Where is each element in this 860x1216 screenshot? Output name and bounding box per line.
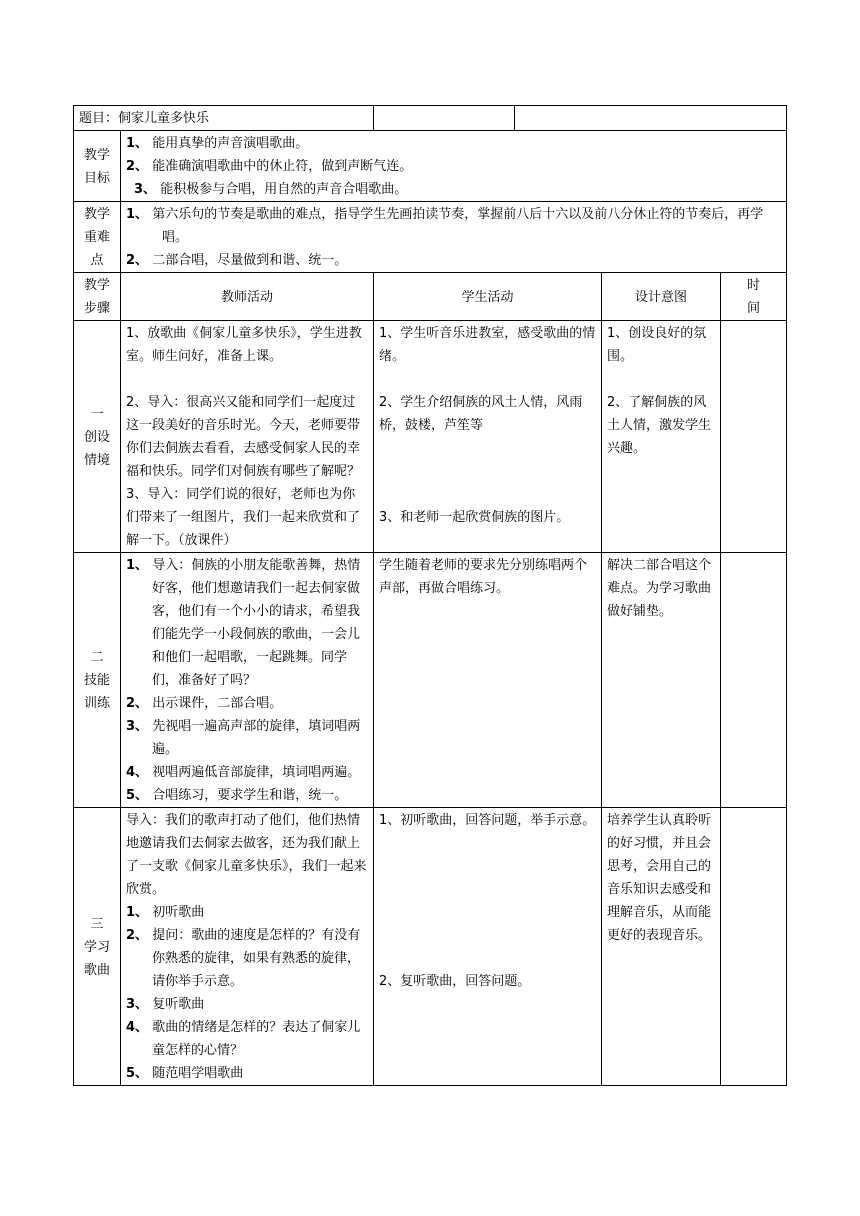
difficulties-row (74, 202, 787, 273)
goal-item: 2、 能准确演唱歌曲中的休止符，做到声断气连。 (126, 159, 413, 174)
difficulty-item: 1、 第六乐句的节奏是歌曲的难点，指导学生先画拍读节奏，掌握前八后十六以及前八分休止符的节奏后，再学唱。 (126, 207, 764, 245)
difficulties-content (121, 202, 787, 273)
title-empty-cell-1 (374, 106, 515, 131)
stage3-teacher (121, 808, 374, 1086)
stage1-step (74, 321, 121, 553)
stage2-teacher-item: 4、 视唱两遍低音部旋律，填词唱两遍。 (126, 765, 361, 780)
title-row (74, 106, 787, 131)
stage3-intent-para: 培养学生认真聆听的好习惯，并且会思考，会用自己的音乐知识去感受和理解音乐，从而能更好的表现音乐。 (607, 813, 712, 943)
stage1-teacher-para: 2、导入：很高兴又能和同学们一起度过这一段美好的音乐时光。今天，老师要带你们去侗族去看看，去感受侗家人民的幸福和快乐。同学们对侗族有哪些了解呢？ (126, 395, 361, 479)
difficulties-label-line: 重难 (83, 230, 110, 245)
stage3-student-para: 1、初听歌曲，回答问题，举手示意。 (379, 813, 596, 828)
header-row (74, 273, 787, 321)
header-intent: 设计意图 (602, 273, 721, 321)
stage2-intent (602, 553, 721, 808)
stage2-student (374, 553, 602, 808)
lesson-title: 题目：侗家儿童多快乐 (79, 111, 210, 126)
stage2-step-line: 技能 (83, 673, 110, 688)
stage1-student-para: 3、和老师一起欣赏侗族的图片。 (379, 510, 570, 525)
stage3-teacher-item: 4、 歌曲的情绪是怎样的？表达了侗家儿童怎样的心情？ (126, 1020, 361, 1058)
header-time-line: 间 (747, 301, 761, 316)
goals-label (74, 131, 121, 202)
goal-item: 1、 能用真挚的声音演唱歌曲。 (126, 136, 309, 151)
header-step-line: 教学 (83, 278, 110, 293)
stage1-time (721, 321, 787, 553)
stage3-teacher-item: 1、 初听歌曲 (126, 905, 205, 920)
header-student: 学生活动 (374, 273, 602, 321)
stage3-teacher-item: 2、 提问：歌曲的速度是怎样的？有没有你熟悉的旋律，如果有熟悉的旋律，请你举手示意。 (126, 928, 361, 989)
stage1-teacher-para: 1、放歌曲《侗家儿童多快乐》，学生进教室。师生问好，准备上课。 (126, 326, 362, 364)
stage1-step-line: 创设 (83, 429, 110, 445)
stage3-teacher-item: 5、 随范唱学唱歌曲 (126, 1066, 244, 1081)
stage2-teacher-item: 3、 先视唱一遍高声部的旋律，填词唱两遍。 (126, 719, 361, 757)
difficulty-item: 2、 二部合唱，尽量做到和谐、统一。 (126, 253, 348, 268)
stage1-intent (602, 321, 721, 553)
stage2-teacher-item: 2、 出示课件，二部合唱。 (126, 696, 283, 711)
stage3-step-line: 学习 (83, 939, 110, 955)
stage2-student-para: 学生随着老师的要求先分别练唱两个声部，再做合唱练习。 (379, 558, 588, 596)
stage1-student (374, 321, 602, 553)
stage3-step (74, 808, 121, 1086)
stage2-step-line: 二 (90, 650, 104, 665)
stage3-student-para: 2、复听歌曲，回答问题。 (379, 974, 531, 989)
stage3-step-line: 三 (90, 916, 104, 932)
header-step-line: 步骤 (83, 301, 110, 316)
stage2-teacher (121, 553, 374, 808)
header-time (721, 273, 787, 321)
header-step (74, 273, 121, 321)
difficulties-label-line: 点 (90, 253, 104, 268)
title-empty-cell-2 (515, 106, 787, 131)
stage1-intent-para: 1、创设良好的氛围。 (607, 326, 707, 364)
stage2-teacher-item: 1、 导入：侗族的小朋友能歌善舞，热情好客，他们想邀请我们一起去侗家做客，他们有一个小小的请求，希望我们能先学一小段侗族的歌曲，一会儿和他们一起唱歌，一起跳舞。同学们，准备好了吗？ (126, 558, 361, 688)
goals-row (74, 131, 787, 202)
stage2-step-line: 训练 (83, 696, 110, 711)
stage1-student-para: 2、学生介绍侗族的风土人情，风雨桥，鼓楼，芦笙等 (379, 395, 583, 433)
header-teacher: 教师活动 (121, 273, 374, 321)
goals-content (121, 131, 787, 202)
difficulties-label (74, 202, 121, 273)
stage1-row (74, 321, 787, 553)
stage3-teacher-intro: 导入：我们的歌声打动了他们，他们热情地邀请我们去侗家去做客，还为我们献上了一支歌《侗家儿童多快乐》，我们一起来欣赏。 (126, 813, 367, 897)
stage3-student (374, 808, 602, 1086)
stage2-step (74, 553, 121, 808)
header-time-line: 时 (747, 278, 761, 293)
stage3-intent (602, 808, 721, 1086)
goal-item: 3、 能积极参与合唱，用自然的声音合唱歌曲。 (134, 182, 408, 197)
stage2-intent-para: 解决二部合唱这个难点。为学习歌曲做好铺垫。 (607, 558, 712, 619)
goals-label-line: 目标 (83, 170, 110, 186)
stage3-step-line: 歌曲 (83, 962, 110, 978)
stage1-teacher (121, 321, 374, 553)
difficulties-label-line: 教学 (83, 207, 110, 222)
goals-label-line: 教学 (83, 147, 110, 163)
stage1-intent-para: 2、了解侗族的风土人情，激发学生兴趣。 (607, 395, 712, 456)
lesson-plan-table (73, 105, 787, 1086)
stage1-step-line: 情境 (83, 452, 110, 468)
stage2-time (721, 553, 787, 808)
stage2-row (74, 553, 787, 808)
stage1-step-line: 一 (90, 406, 104, 422)
title-cell (74, 106, 374, 131)
stage3-teacher-item: 3、 复听歌曲 (126, 997, 205, 1012)
lesson-plan-page (73, 105, 786, 1086)
stage2-teacher-item: 5、 合唱练习，要求学生和谐，统一。 (126, 788, 348, 803)
stage3-time (721, 808, 787, 1086)
stage3-row (74, 808, 787, 1086)
stage1-teacher-para: 3、导入：同学们说的很好，老师也为你们带来了一组图片，我们一起来欣赏和了解一下。（放课件） (126, 487, 361, 548)
stage1-student-para: 1、学生听音乐进教室，感受歌曲的情绪。 (379, 326, 596, 364)
